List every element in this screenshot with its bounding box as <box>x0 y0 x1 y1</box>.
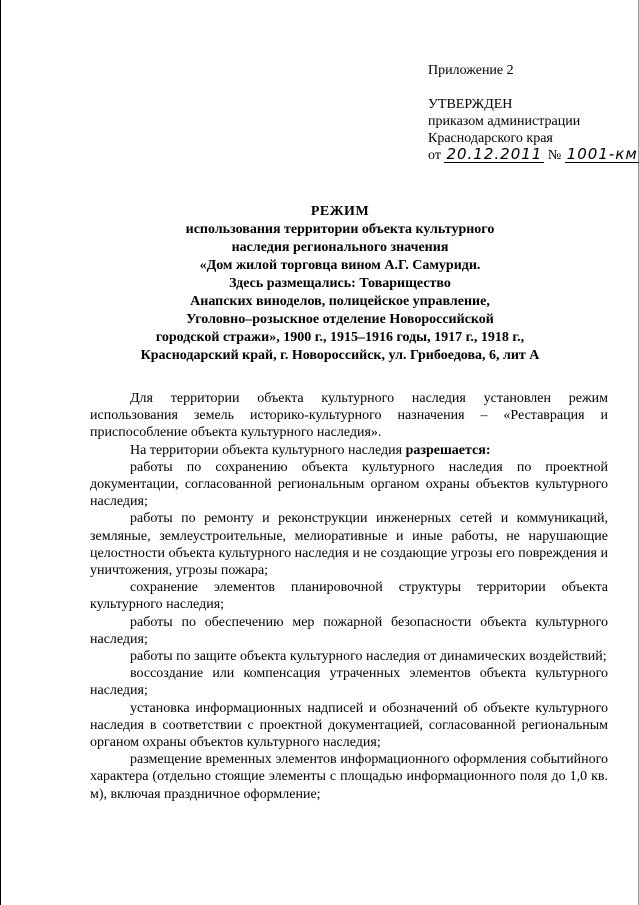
number-label: № <box>547 148 562 163</box>
document-title <box>80 203 600 365</box>
intro-paragraph: Для территории объекта культурного наследия установлен режим использования земель историко-культурного назначения – «Реставрация и приспособление объекта культурного наследия». <box>90 391 608 441</box>
title-main: РЕЖИМ <box>310 204 370 219</box>
title-line: наследия регионального значения <box>231 240 449 255</box>
handwritten-date: 20.12.2011 <box>446 145 543 163</box>
approved-label: УТВЕРЖДЕН <box>428 97 513 112</box>
title-line: Уголовно–розыскное отделение Новороссийской <box>186 312 494 327</box>
region-label: Краснодарского края <box>428 131 553 146</box>
title-line: Краснодарский край, г. Новороссийск, ул. Грибоедова, 6, лит А <box>140 348 540 363</box>
page-edge-left <box>0 0 1 905</box>
from-label: от <box>428 148 441 163</box>
permitted-item: сохранение элементов планировочной структуры территории объекта культурного наследия; <box>90 580 608 613</box>
permitted-item: работы по защите объекта культурного наследия от динамических воздействий; <box>130 649 607 665</box>
document-body <box>90 390 608 803</box>
date-number-line <box>428 145 638 164</box>
permitted-item: установка информационных надписей и обозначений об объекте культурного наследия в соответствии с проектной документацией, согласованной региональным органом охраны объектов культурного наследия; <box>90 700 608 751</box>
permitted-item: воссоздание или компенсация утраченных элементов объекта культурного наследия; <box>90 666 608 699</box>
permitted-prefix: На территории объекта культурного наследия <box>130 442 406 458</box>
title-line: Здесь размещались: Товарищество <box>229 276 451 291</box>
title-line: Анапских виноделов, полицейское управление, <box>190 294 490 309</box>
permitted-item: размещение временных элементов информационного оформления событийного характера (отдельно стоящие элементы с площадью информационного поля до 1,0 кв. м), включая праздничное оформление; <box>90 752 608 802</box>
permitted-item: работы по сохранению объекта культурного наследия по проектной документации, согласованной региональным органом охраны объектов культурного наследия; <box>90 459 608 510</box>
title-line: использования территории объекта культурного <box>185 222 495 237</box>
permitted-item: работы по ремонту и реконструкции инженерных сетей и коммуникаций, земляные, землеустроительные, мелиоративные и иные работы, не нарушающие целостности объекта культурного наследия и не создающие угрозы его повреждения и уничтожения, угрозы пожара; <box>90 511 608 579</box>
title-line: «Дом жилой торговца вином А.Г. Самуриди. <box>199 258 481 273</box>
permitted-heading <box>90 442 608 459</box>
handwritten-number: 1001-км <box>566 145 638 163</box>
permitted-bold: разрешается: <box>405 442 491 458</box>
appendix-label: Приложение 2 <box>428 63 514 78</box>
order-label: приказом администрации <box>428 114 581 129</box>
permitted-item: работы по обеспечению мер пожарной безопасности объекта культурного наследия; <box>90 614 608 647</box>
approval-block <box>428 62 638 164</box>
title-line: городской стражи», 1900 г., 1915–1916 годы, 1917 г., 1918 г., <box>155 330 525 345</box>
